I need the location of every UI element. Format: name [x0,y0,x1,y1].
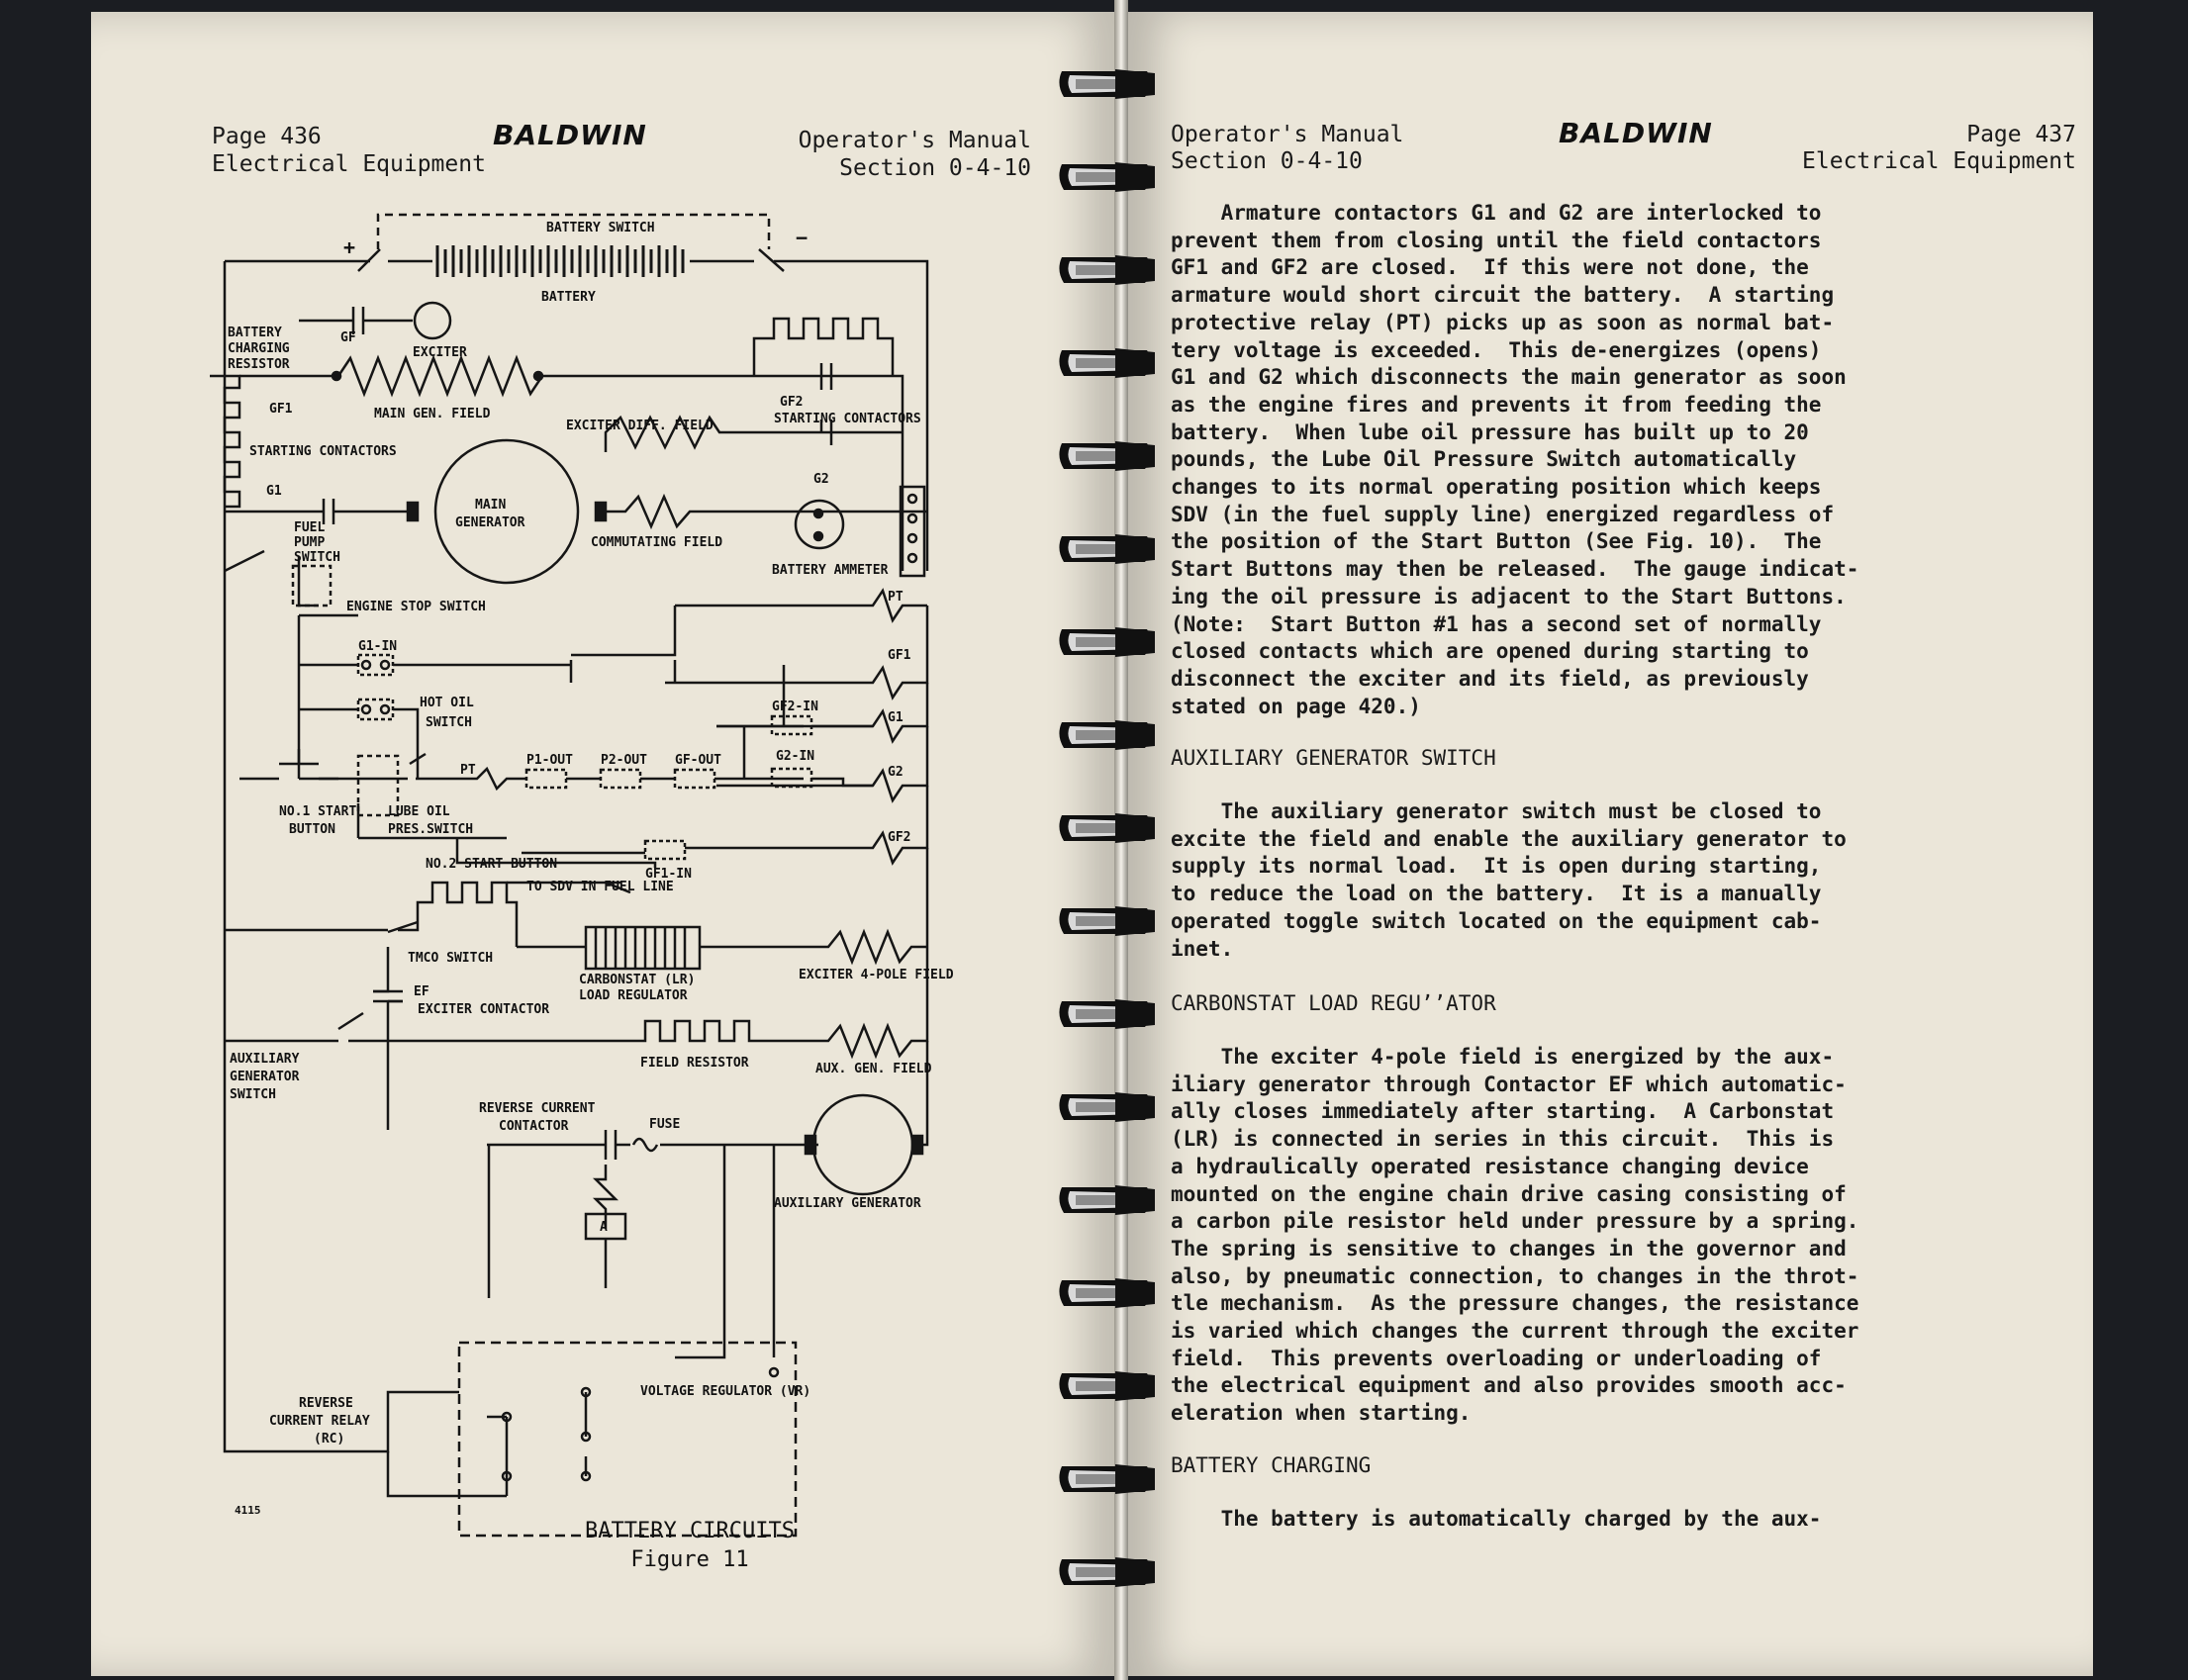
label-fuel-pump-switch-3: SWITCH [294,550,340,565]
binding-ring [1056,1456,1159,1502]
binding-ring [1056,1363,1159,1409]
label-hot-oil-switch-1: HOT OIL [420,696,474,710]
label-pt-small: PT [460,763,476,778]
label-battery-charging-resistor-1: BATTERY [228,326,282,340]
label-exciter: EXCITER [413,345,467,360]
label-g1: G1 [266,484,282,499]
paragraph-battery-charging: The battery is automatically charged by the aux- [1171,1507,1822,1531]
label-reverse-current-relay-3: (RC) [314,1432,345,1447]
heading-battery-charging: BATTERY CHARGING [1171,1453,1372,1477]
label-exciter-contactor: EXCITER CONTACTOR [418,1002,550,1017]
label-gf2-in: GF2-IN [772,700,818,714]
label-engine-stop-switch: ENGINE STOP SWITCH [346,600,486,614]
label-exciter-4-pole-field: EXCITER 4-POLE FIELD [799,968,954,982]
label-fuel-pump-switch-1: FUEL [294,520,326,535]
label-reverse-current-contactor-1: REVERSE CURRENT [479,1101,596,1116]
label-main-generator-1: MAIN [475,498,507,513]
binding-ring [1056,61,1159,107]
label-minus: − [796,226,809,249]
label-auxiliary-generator: AUXILIARY GENERATOR [774,1196,921,1211]
label-main-gen-field: MAIN GEN. FIELD [374,407,491,421]
label-aux-gen-switch-3: SWITCH [230,1087,276,1102]
binding-ring [1056,898,1159,944]
label-starting-contactors-right: STARTING CONTACTORS [774,412,921,426]
label-carbonstat-2: LOAD REGULATOR [579,988,688,1003]
label-p1-out: P1-OUT [526,753,573,768]
label-g1-right: G1 [888,710,904,725]
label-aux-gen-switch-1: AUXILIARY [230,1052,300,1067]
label-g2-right: G2 [888,765,904,780]
figure-caption-title: BATTERY CIRCUITS [585,1519,795,1543]
paragraph-auxiliary-generator-switch: The auxiliary generator switch must be closed to excite the field and enable the auxiliary generator to supply its normal load. It is open during starting, to reduce the load on the battery. It is a manually operated toggle switch located on the equipment cab- inet. [1171,799,1847,961]
label-reverse-current-contactor-2: CONTACTOR [499,1119,569,1134]
right-header-brand: BALDWIN [1559,117,1713,149]
diagram-labels [91,12,1115,1676]
label-g2: G2 [813,472,829,487]
label-main-generator-2: GENERATOR [455,515,525,530]
label-lube-oil-pres-switch-1: LUBE OIL [388,804,450,819]
label-no2-start-button: NO.2 START BUTTON [426,857,558,872]
label-hot-oil-switch-2: SWITCH [426,715,472,730]
binding-ring [1056,1270,1159,1316]
binding-ring [1056,619,1159,665]
label-exciter-diff-field: EXCITER DIFF. FIELD [566,419,713,433]
heading-auxiliary-generator-switch: AUXILIARY GENERATOR SWITCH [1171,746,1496,770]
label-no1-start-button-1: NO.1 START [279,804,357,819]
left-header-section: Section 0-4-10 [839,155,1031,181]
left-header-section-title: Electrical Equipment [212,151,486,177]
paragraph-armature-contactors: Armature contactors G1 and G2 are interlocked to prevent them from closing until the field contactors GF1 and GF2 are closed. If this were not done, the armature would short circuit the battery. A starting protective relay (PT) picks up as soon as normal bat- tery voltage is exceeded. This de-energizes (opens) G1 and G2 which disconnects the main generator as soon as the engine fires and prevents it from feeding the battery. When lube oil pressure has built up to 20 pounds, the Lube Oil Pressure Switch automatically changes to its normal operating position which keeps SDV (in the fuel supply line) energized regardless of the position of the Start Button (See Fig. 10). The Start Buttons may then be released. The gauge indicat- ing the oil pressure is adjacent to the Start Buttons. (Note: Start Button #1 has a second set of normally closed contacts which are opened during starting to disconnect the exciter and its field, as previously stated on page 420.) [1171,201,1859,718]
left-header-manual: Operator's Manual [798,128,1031,153]
label-gf1-right: GF1 [888,648,911,663]
label-reverse-current-relay-1: REVERSE [299,1396,353,1411]
binding-ring [1056,712,1159,758]
label-starting-contactors-left: STARTING CONTACTORS [249,444,397,459]
left-header-brand: BALDWIN [493,119,647,151]
label-gf2: GF2 [780,395,804,410]
figure-caption-number: Figure 11 [630,1547,749,1572]
label-voltage-regulator: VOLTAGE REGULATOR (VR) [640,1384,811,1399]
label-gf2-right: GF2 [888,830,911,845]
right-page [1128,12,2093,1676]
label-g2-in: G2-IN [776,749,815,764]
label-ammeter-a: A [600,1220,608,1235]
label-aux-gen-field: AUX. GEN. FIELD [815,1062,932,1076]
label-field-resistor: FIELD RESISTOR [640,1056,749,1071]
label-battery-ammeter: BATTERY AMMETER [772,563,889,578]
right-header-manual: Operator's Manual [1171,122,1404,147]
label-pt: PT [888,590,904,605]
label-to-sdv: TO SDV IN FUEL LINE [526,880,674,894]
label-fuel-pump-switch-2: PUMP [294,535,326,550]
label-battery-switch: BATTERY SWITCH [546,221,655,235]
label-plus: + [343,235,356,259]
binding-ring [1056,247,1159,293]
label-gf1: GF1 [269,402,293,417]
binding-ring [1056,991,1159,1037]
label-commutating-field: COMMUTATING FIELD [591,535,723,550]
label-p2-out: P2-OUT [601,753,647,768]
label-carbonstat-1: CARBONSTAT (LR) [579,973,696,987]
label-gf1-in: GF1-IN [645,867,692,882]
label-gf-out: GF-OUT [675,753,721,768]
heading-carbonstat-load-regulator: CARBONSTAT LOAD REGUʼʼATOR [1171,991,1496,1015]
binding-ring [1056,526,1159,572]
label-tmco-switch: TMCO SWITCH [408,951,494,966]
binding-ring [1056,805,1159,851]
paragraph-carbonstat: The exciter 4-pole field is energized by the aux- iliary generator through Contactor EF which automatic- ally closes immediately after starting. A Carbonstat (LR) is connected in series in this circuit. This is a hydraulically operated resistance changing device mounted on the engine chain drive casing consisting of a carbon pile resistor held under pressure by a spring. The spring is sensitive to changes in the governor and also, by pneumatic connection, to changes in the throt- tle mechanism. As the pressure changes, the resistance is varied which changes the current through the exciter field. This prevents overloading or underloading of the electrical equipment and also provides smooth acc- eleration when starting. [1171,1045,1859,1426]
left-page [91,12,1115,1676]
binding-ring [1056,154,1159,200]
label-fuse: FUSE [649,1117,681,1132]
binding-ring [1056,1084,1159,1130]
label-drawing-number: 4115 [235,1504,261,1517]
label-reverse-current-relay-2: CURRENT RELAY [269,1414,370,1429]
label-aux-gen-switch-2: GENERATOR [230,1070,300,1084]
binding-ring [1056,1177,1159,1223]
label-lube-oil-pres-switch-2: PRES.SWITCH [388,822,474,837]
label-battery-charging-resistor-2: CHARGING [228,341,290,356]
label-no1-start-button-2: BUTTON [289,822,335,837]
binding-ring [1056,340,1159,386]
label-battery: BATTERY [541,290,596,305]
binding-ring [1056,1549,1159,1595]
left-header-page-number: Page 436 [212,124,322,149]
binding-ring [1056,433,1159,479]
label-ef: EF [414,984,429,999]
right-header-section: Section 0-4-10 [1171,148,1363,174]
right-header-page-number: Page 437 [1966,122,2076,147]
right-header-section-title: Electrical Equipment [1802,148,2076,174]
label-battery-charging-resistor-3: RESISTOR [228,357,290,372]
label-g1-in: G1-IN [358,639,398,654]
label-gf: GF [340,330,356,345]
